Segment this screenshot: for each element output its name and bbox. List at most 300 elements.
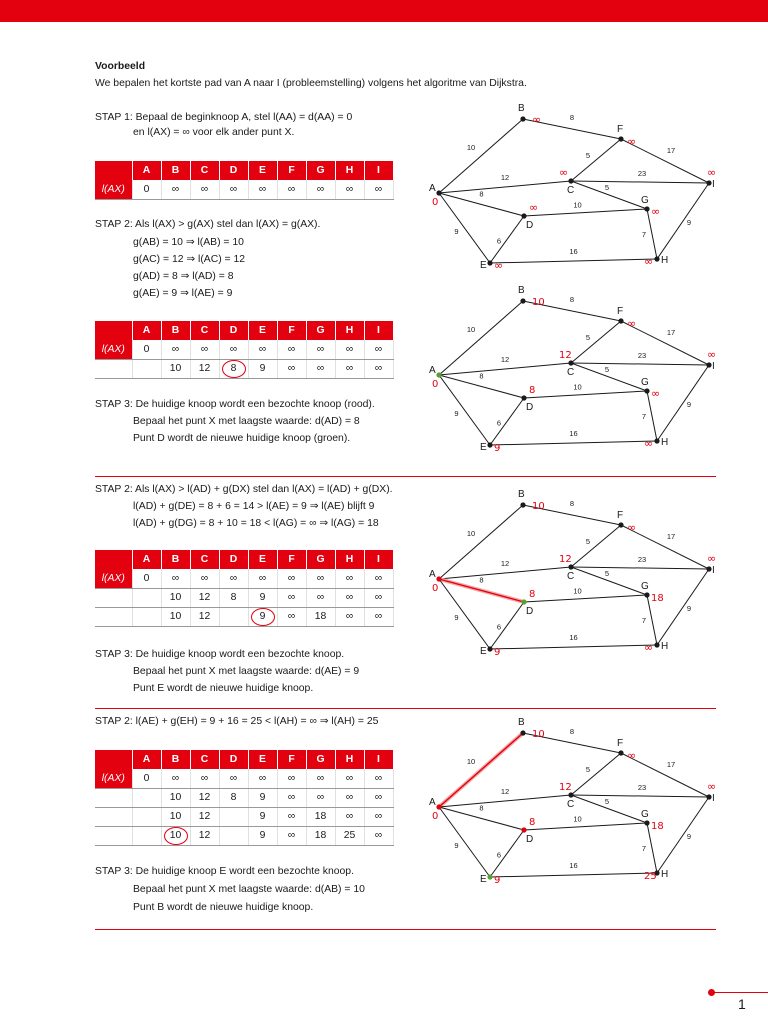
node-name: F — [617, 124, 624, 135]
step6-line1: STAP 2: l(AE) + g(EH) = 9 + 16 = 25 < l(AH) = ∞ ⇒ l(AH) = 25 — [95, 716, 379, 727]
table-cell: ∞ — [364, 807, 393, 826]
table-corner — [95, 550, 132, 569]
node-value: ∞ — [644, 437, 654, 450]
edge-weight: 10 — [573, 200, 582, 210]
table-corner — [95, 750, 132, 769]
table-cell: 18 — [306, 607, 335, 626]
node-A — [436, 576, 441, 581]
node-F — [618, 750, 623, 755]
edge-F-C — [571, 139, 621, 181]
table-header-D: D — [219, 161, 248, 180]
edge-weight: 7 — [641, 616, 647, 625]
table-corner — [95, 161, 132, 180]
node-value: ∞ — [651, 205, 661, 218]
edge-weight: 8 — [479, 575, 484, 585]
edge-weight: 12 — [500, 173, 510, 182]
node-name: A — [429, 365, 436, 376]
table-cell — [248, 607, 277, 626]
edge-weight: 6 — [496, 236, 502, 246]
edge-weight: 17 — [666, 532, 676, 541]
node-name: C — [567, 185, 575, 196]
table-cell: 12 — [190, 826, 219, 845]
edge-weight: 9 — [686, 604, 692, 613]
edge-weight: 9 — [686, 218, 692, 227]
node-A — [436, 804, 441, 809]
table-cell: 9 — [248, 826, 277, 845]
table-cell — [161, 826, 190, 845]
edge-weight: 8 — [479, 371, 484, 381]
table-cell: 8 — [219, 788, 248, 807]
edge-weight: 9 — [686, 400, 692, 409]
table-cell: ∞ — [277, 769, 306, 788]
node-value: 8 — [529, 385, 536, 396]
table-cell: ∞ — [335, 180, 364, 199]
edge-A-E — [439, 375, 490, 445]
node-C — [568, 178, 573, 183]
edge-weight: 5 — [604, 183, 610, 192]
table-header-G: G — [306, 750, 335, 769]
table-cell: ∞ — [335, 788, 364, 807]
node-name: B — [518, 285, 525, 296]
node-name: C — [567, 367, 575, 378]
table-cell: ∞ — [364, 588, 393, 607]
edge-A-C — [439, 181, 571, 193]
table-cell: ∞ — [364, 826, 393, 845]
node-name: E — [480, 646, 487, 657]
table-cell: 18 — [306, 807, 335, 826]
table-cell: ∞ — [364, 569, 393, 588]
table-cell: ∞ — [277, 180, 306, 199]
edge-C-I — [571, 795, 709, 797]
edge-weight: 10 — [466, 757, 476, 766]
node-value: ∞ — [494, 259, 504, 272]
table-row — [95, 788, 393, 807]
node-F — [618, 136, 623, 141]
node-value: 0 — [432, 197, 439, 208]
row-label — [95, 788, 132, 807]
table-row — [95, 340, 393, 359]
table-cell: ∞ — [335, 359, 364, 378]
node-name: E — [480, 874, 487, 885]
node-I — [706, 180, 711, 185]
table-header-F: F — [277, 321, 306, 340]
table-header-F: F — [277, 550, 306, 569]
table-cell: ∞ — [364, 340, 393, 359]
edge-A-B — [439, 301, 523, 375]
edge-C-I — [571, 363, 709, 365]
table-header-I: I — [364, 750, 393, 769]
row-label — [95, 588, 132, 607]
table-cell: 12 — [190, 607, 219, 626]
graph-diagram-3 — [425, 489, 725, 661]
step1-line2: en l(AX) = ∞ voor elk ander punt X. — [133, 127, 295, 138]
edge-weight: 17 — [666, 760, 676, 769]
edge-weight: 9 — [454, 409, 459, 418]
edge-D-G — [524, 823, 647, 830]
step2-line4: g(AD) = 8 ⇒ l(AD) = 8 — [133, 271, 234, 282]
table-cell: ∞ — [306, 340, 335, 359]
edge-weight: 23 — [637, 783, 647, 792]
step4-line2: l(AD) + g(DE) = 8 + 6 = 14 > l(AE) = 9 ⇒ l(AE) blijft 9 — [133, 501, 375, 512]
table-row — [95, 359, 393, 378]
page-number: 1 — [738, 996, 746, 1012]
node-name: H — [661, 869, 669, 880]
edge-weight: 8 — [479, 803, 484, 813]
table-header-B: B — [161, 750, 190, 769]
edge-weight: 9 — [454, 227, 459, 236]
table-cell: ∞ — [190, 180, 219, 199]
table-header-H: H — [335, 161, 364, 180]
step5-line2: Bepaal het punt X met laagste waarde: d(AE) = 9 — [133, 666, 360, 677]
table-cell: ∞ — [190, 340, 219, 359]
node-value: ∞ — [529, 201, 539, 214]
node-value: 18 — [651, 593, 664, 604]
edge-F-C — [571, 753, 621, 795]
table-cell — [132, 607, 161, 626]
edge-weight: 9 — [686, 832, 692, 841]
table-cell: ∞ — [190, 569, 219, 588]
step5-line3: Punt E wordt de nieuwe huidige knoop. — [133, 683, 314, 694]
step3-line2: Bepaal het punt X met laagste waarde: d(AD) = 8 — [133, 416, 360, 427]
node-name: C — [567, 799, 575, 810]
node-value: ∞ — [559, 166, 569, 179]
edge-A-C — [439, 363, 571, 375]
node-B — [520, 730, 525, 735]
graph-diagram-1 — [425, 103, 725, 275]
edge-E-H — [490, 645, 657, 649]
node-name: H — [661, 641, 669, 652]
table-cell: ∞ — [335, 340, 364, 359]
row-label — [95, 359, 132, 378]
node-I — [706, 362, 711, 367]
table-header-D: D — [219, 321, 248, 340]
edge-I-H — [657, 569, 709, 645]
node-value: ∞ — [707, 166, 717, 179]
edge-weight: 8 — [569, 295, 575, 304]
node-name: I — [712, 565, 715, 576]
table-header-D: D — [219, 750, 248, 769]
node-name: B — [518, 103, 525, 114]
edge-E-H — [490, 259, 657, 263]
table-header-H: H — [335, 321, 364, 340]
table-cell: 0 — [132, 340, 161, 359]
node-value: 25 — [644, 871, 657, 882]
edge-A-E — [439, 193, 490, 263]
node-value: 0 — [432, 379, 439, 390]
separator-2 — [95, 708, 716, 709]
table-cell: 25 — [335, 826, 364, 845]
page-number-rule — [712, 992, 768, 993]
table-cell: ∞ — [219, 180, 248, 199]
table-cell: ∞ — [277, 807, 306, 826]
node-name: G — [641, 581, 649, 592]
circled-minimum: 10 — [164, 827, 188, 845]
separator-1 — [95, 476, 716, 477]
edge-C-I — [571, 181, 709, 183]
edge-weight: 8 — [479, 189, 484, 199]
table-corner — [95, 321, 132, 340]
edge-weight: 7 — [641, 230, 647, 239]
node-E — [487, 260, 492, 265]
node-E — [487, 874, 492, 879]
table-cell: ∞ — [277, 588, 306, 607]
table-header-B: B — [161, 161, 190, 180]
table-cell: ∞ — [277, 359, 306, 378]
node-G — [644, 820, 649, 825]
node-G — [644, 388, 649, 393]
table-cell: ∞ — [219, 569, 248, 588]
node-name: F — [617, 510, 624, 521]
table-cell: 12 — [190, 359, 219, 378]
edge-weight: 17 — [666, 146, 676, 155]
table-cell: 10 — [161, 588, 190, 607]
node-value: 9 — [494, 875, 501, 886]
node-value: ∞ — [651, 387, 661, 400]
table-cell: ∞ — [161, 769, 190, 788]
table-cell — [219, 807, 248, 826]
node-D — [521, 213, 526, 218]
table-header-G: G — [306, 161, 335, 180]
step2-line5: g(AE) = 9 ⇒ l(AE) = 9 — [133, 288, 233, 299]
node-value: ∞ — [707, 780, 717, 793]
edge-weight: 6 — [496, 622, 502, 632]
edge-weight: 16 — [569, 633, 578, 642]
table-header-B: B — [161, 321, 190, 340]
table-cell: 12 — [190, 788, 219, 807]
edge-weight: 8 — [569, 499, 575, 508]
table-header-C: C — [190, 550, 219, 569]
node-name: H — [661, 255, 669, 266]
table-cell: ∞ — [364, 769, 393, 788]
step7-line1: STAP 3: De huidige knoop E wordt een bezochte knoop. — [95, 866, 354, 877]
step5-line1: STAP 3: De huidige knoop wordt een bezochte knoop. — [95, 649, 345, 660]
graph-diagram-4 — [425, 717, 725, 889]
table-cell — [132, 588, 161, 607]
table-header-A: A — [132, 750, 161, 769]
table-cell: ∞ — [364, 788, 393, 807]
table-header-A: A — [132, 550, 161, 569]
node-name: C — [567, 571, 575, 582]
table-cell: 12 — [190, 588, 219, 607]
node-value: 10 — [532, 501, 545, 512]
node-value: ∞ — [644, 255, 654, 268]
node-value: ∞ — [627, 135, 637, 148]
row-label — [95, 607, 132, 626]
edge-A-B — [439, 119, 523, 193]
node-H — [654, 256, 659, 261]
edge-D-E — [490, 602, 524, 649]
edge-E-H — [490, 873, 657, 877]
table-cell: 0 — [132, 769, 161, 788]
table-cell: 10 — [161, 807, 190, 826]
dijkstra-table-1 — [95, 161, 394, 200]
row-label: l(AX) — [95, 340, 132, 359]
table-header-I: I — [364, 161, 393, 180]
node-value: ∞ — [627, 521, 637, 534]
edge-weight: 12 — [500, 559, 510, 568]
edge-weight: 23 — [637, 169, 647, 178]
edge-weight: 17 — [666, 328, 676, 337]
table-cell — [132, 807, 161, 826]
table-cell: ∞ — [161, 569, 190, 588]
edge-weight: 5 — [604, 569, 610, 578]
node-name: G — [641, 195, 649, 206]
edge-D-G — [524, 595, 647, 602]
table-cell: ∞ — [248, 180, 277, 199]
node-F — [618, 318, 623, 323]
step2-line2: g(AB) = 10 ⇒ l(AB) = 10 — [133, 237, 244, 248]
table-cell: ∞ — [190, 769, 219, 788]
node-value: ∞ — [644, 641, 654, 654]
step3-line1: STAP 3: De huidige knoop wordt een bezochte knoop (rood). — [95, 399, 375, 410]
table-row — [95, 807, 393, 826]
node-name: G — [641, 377, 649, 388]
edge-weight: 5 — [585, 537, 591, 546]
node-H — [654, 642, 659, 647]
edge-weight: 12 — [500, 355, 510, 364]
edge-D-E — [490, 398, 524, 445]
edge-A-C — [439, 795, 571, 807]
circled-minimum: 9 — [251, 608, 275, 626]
separator-3 — [95, 929, 716, 930]
edge-weight: 16 — [569, 247, 578, 256]
table-cell: 9 — [248, 359, 277, 378]
table-cell: 10 — [161, 788, 190, 807]
node-value: 12 — [559, 350, 572, 361]
table-cell: ∞ — [219, 340, 248, 359]
table-cell: 9 — [248, 588, 277, 607]
node-E — [487, 442, 492, 447]
node-value: 8 — [529, 589, 536, 600]
intro-text: We bepalen het kortste pad van A naar I (probleemstelling) volgens het algoritme van Dijkstra. — [95, 78, 527, 89]
table-header-C: C — [190, 321, 219, 340]
node-value: 8 — [529, 817, 536, 828]
table-cell: ∞ — [277, 607, 306, 626]
node-C — [568, 792, 573, 797]
node-value: ∞ — [707, 552, 717, 565]
step2-line3: g(AC) = 12 ⇒ l(AC) = 12 — [133, 254, 246, 265]
edge-I-H — [657, 365, 709, 441]
table-row — [95, 569, 393, 588]
node-name: B — [518, 489, 525, 500]
node-name: G — [641, 809, 649, 820]
node-value: 10 — [532, 297, 545, 308]
table-cell — [132, 359, 161, 378]
node-value: 0 — [432, 811, 439, 822]
edge-C-I — [571, 567, 709, 569]
table-header-D: D — [219, 550, 248, 569]
node-value: 12 — [559, 554, 572, 565]
table-row — [95, 180, 393, 199]
edge-D-E — [490, 216, 524, 263]
node-D — [521, 395, 526, 400]
edge-weight: 5 — [585, 333, 591, 342]
node-value: 12 — [559, 782, 572, 793]
node-A — [436, 190, 441, 195]
table-header-E: E — [248, 321, 277, 340]
edge-weight: 9 — [454, 613, 459, 622]
edge-A-E — [439, 807, 490, 877]
node-B — [520, 116, 525, 121]
edge-A-B — [439, 505, 523, 579]
edge-A-C — [439, 567, 571, 579]
table-cell: ∞ — [277, 569, 306, 588]
step4-line3: l(AD) + g(DG) = 8 + 10 = 18 < l(AG) = ∞ ⇒ l(AG) = 18 — [133, 518, 379, 529]
edge-weight: 7 — [641, 412, 647, 421]
edge-E-H — [490, 441, 657, 445]
table-header-H: H — [335, 550, 364, 569]
circled-minimum: 8 — [222, 360, 246, 378]
step4-line1: STAP 2: Als l(AX) > l(AD) + g(DX) stel dan l(AX) = l(AD) + g(DX). — [95, 484, 393, 495]
table-header-C: C — [190, 750, 219, 769]
table-header-H: H — [335, 750, 364, 769]
table-cell: 8 — [219, 588, 248, 607]
table-row — [95, 607, 393, 626]
table-header-C: C — [190, 161, 219, 180]
node-I — [706, 794, 711, 799]
table-cell: 9 — [248, 788, 277, 807]
edge-weight: 10 — [466, 325, 476, 334]
node-name: I — [712, 361, 715, 372]
edge-A-B — [439, 733, 523, 807]
table-cell: ∞ — [364, 180, 393, 199]
node-name: D — [526, 606, 534, 617]
edge-weight: 23 — [637, 555, 647, 564]
edge-weight: 5 — [604, 365, 610, 374]
node-G — [644, 592, 649, 597]
table-cell: ∞ — [306, 359, 335, 378]
table-cell: 10 — [161, 607, 190, 626]
step7-line2: Bepaal het punt X met laagste waarde: d(AB) = 10 — [133, 884, 365, 895]
table-cell: ∞ — [248, 769, 277, 788]
table-cell: ∞ — [364, 359, 393, 378]
table-header-G: G — [306, 321, 335, 340]
table-cell — [219, 359, 248, 378]
node-name: I — [712, 179, 715, 190]
row-label: l(AX) — [95, 569, 132, 588]
node-name: A — [429, 183, 436, 194]
row-label: l(AX) — [95, 769, 132, 788]
node-B — [520, 502, 525, 507]
edge-F-C — [571, 525, 621, 567]
table-cell — [132, 788, 161, 807]
graph-diagram-2 — [425, 285, 725, 457]
edge-weight: 16 — [569, 861, 578, 870]
table-header-F: F — [277, 750, 306, 769]
step7-line3: Punt B wordt de nieuwe huidige knoop. — [133, 902, 314, 913]
edge-weight: 6 — [496, 850, 502, 860]
node-value: ∞ — [532, 113, 542, 126]
edge-weight: 10 — [573, 382, 582, 392]
edge-D-G — [524, 391, 647, 398]
page-number-dot — [708, 989, 715, 996]
edge-F-C — [571, 321, 621, 363]
step2-line1: STAP 2: Als l(AX) > g(AX) stel dan l(AX) = g(AX). — [95, 219, 321, 230]
table-cell: 10 — [161, 359, 190, 378]
node-D — [521, 827, 526, 832]
node-B — [520, 298, 525, 303]
section-title: Voorbeeld — [95, 61, 146, 72]
node-name: D — [526, 402, 534, 413]
node-value: ∞ — [627, 749, 637, 762]
node-D — [521, 599, 526, 604]
table-cell: ∞ — [335, 569, 364, 588]
node-value: 9 — [494, 443, 501, 454]
step1-line1: STAP 1: Bepaal de beginknoop A, stel l(AA) = d(AA) = 0 — [95, 112, 353, 123]
table-cell: 12 — [190, 807, 219, 826]
table-cell: ∞ — [161, 180, 190, 199]
table-cell: ∞ — [306, 769, 335, 788]
